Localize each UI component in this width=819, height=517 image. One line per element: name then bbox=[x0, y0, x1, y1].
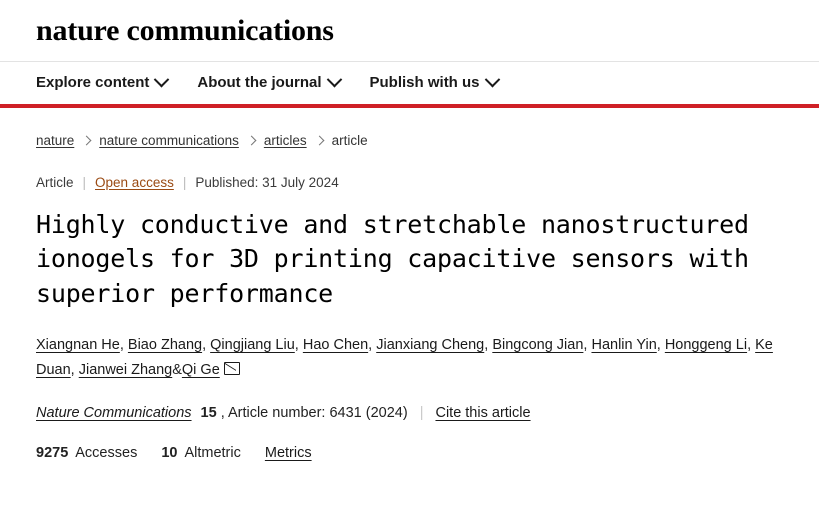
author-separator: , bbox=[368, 337, 377, 353]
journal-logo[interactable]: nature communications bbox=[36, 14, 334, 47]
open-access-link[interactable]: Open access bbox=[95, 174, 174, 190]
journal-volume: 15 bbox=[200, 404, 217, 421]
author-separator: , bbox=[70, 361, 79, 378]
main-navigation bbox=[0, 62, 819, 108]
breadcrumb-item-article: article bbox=[331, 132, 368, 148]
author-separator: , bbox=[294, 337, 303, 353]
journal-citation bbox=[36, 405, 783, 421]
author-separator: , bbox=[202, 337, 211, 353]
author-link[interactable]: Biao Zhang bbox=[127, 337, 203, 353]
published-date: Published: 31 July 2024 bbox=[195, 174, 339, 190]
nav-item-label: Explore content bbox=[36, 73, 150, 91]
article-meta bbox=[36, 175, 783, 190]
chevron-right-icon bbox=[314, 135, 324, 145]
accesses-label: Accesses bbox=[75, 444, 138, 461]
nav-item-explore-content[interactable] bbox=[36, 74, 167, 91]
author-separator: , bbox=[119, 337, 128, 353]
breadcrumb-item-nature-communications[interactable]: nature communications bbox=[99, 132, 239, 148]
nav-item-publish-with-us[interactable] bbox=[370, 74, 498, 91]
author-link[interactable]: Jianwei Zhang bbox=[78, 361, 173, 378]
chevron-down-icon bbox=[326, 71, 342, 87]
chevron-down-icon bbox=[484, 71, 500, 87]
nav-item-label: Publish with us bbox=[369, 73, 480, 91]
altmetric-label: Altmetric bbox=[184, 444, 241, 461]
author-ampersand: & bbox=[172, 361, 182, 378]
chevron-right-icon bbox=[246, 135, 256, 145]
author-link[interactable]: Hao Chen bbox=[302, 337, 369, 353]
author-separator: , bbox=[747, 337, 756, 353]
author-link[interactable]: Honggeng Li bbox=[664, 337, 748, 353]
nav-item-about-the-journal[interactable] bbox=[197, 74, 339, 91]
journal-name-link[interactable]: Nature Communications bbox=[36, 404, 192, 421]
meta-divider: | bbox=[82, 174, 87, 190]
author-list bbox=[36, 333, 783, 383]
metrics-link[interactable]: Metrics bbox=[264, 444, 312, 461]
author-link[interactable]: Bingcong Jian bbox=[492, 337, 584, 353]
chevron-right-icon bbox=[82, 135, 92, 145]
author-link[interactable]: Xiangnan He bbox=[36, 337, 120, 353]
article-number: , Article number: 6431 (2024) bbox=[220, 404, 408, 421]
author-link[interactable]: Qingjiang Liu bbox=[210, 337, 295, 353]
breadcrumb-item-nature[interactable]: nature bbox=[36, 132, 75, 148]
citation-divider: | bbox=[419, 404, 424, 421]
article-content bbox=[0, 108, 819, 461]
page-title: Highly conductive and stretchable nanostructured ionogels for 3D printing capacitive sensors with superior performance bbox=[36, 209, 749, 308]
author-separator: , bbox=[583, 337, 592, 353]
site-masthead bbox=[0, 0, 819, 62]
breadcrumb bbox=[36, 108, 783, 148]
nav-item-label: About the journal bbox=[197, 73, 322, 91]
breadcrumb-item-articles[interactable]: articles bbox=[263, 132, 307, 148]
author-link[interactable]: Jianxiang Cheng bbox=[376, 337, 485, 353]
article-type-label: Article bbox=[36, 174, 74, 190]
author-separator: , bbox=[484, 337, 493, 353]
corresponding-author-link[interactable]: Qi Ge bbox=[181, 361, 220, 378]
chevron-down-icon bbox=[154, 71, 170, 87]
cite-this-article-link[interactable]: Cite this article bbox=[435, 404, 531, 421]
altmetric-count: 10 bbox=[161, 444, 178, 461]
meta-divider: | bbox=[182, 174, 187, 190]
accesses-count: 9275 bbox=[36, 444, 69, 461]
author-link[interactable]: Hanlin Yin bbox=[591, 337, 657, 353]
author-link[interactable]: Ke Duan bbox=[36, 337, 773, 378]
metrics-row bbox=[36, 445, 783, 461]
envelope-icon[interactable] bbox=[224, 362, 240, 375]
author-separator: , bbox=[656, 337, 665, 353]
